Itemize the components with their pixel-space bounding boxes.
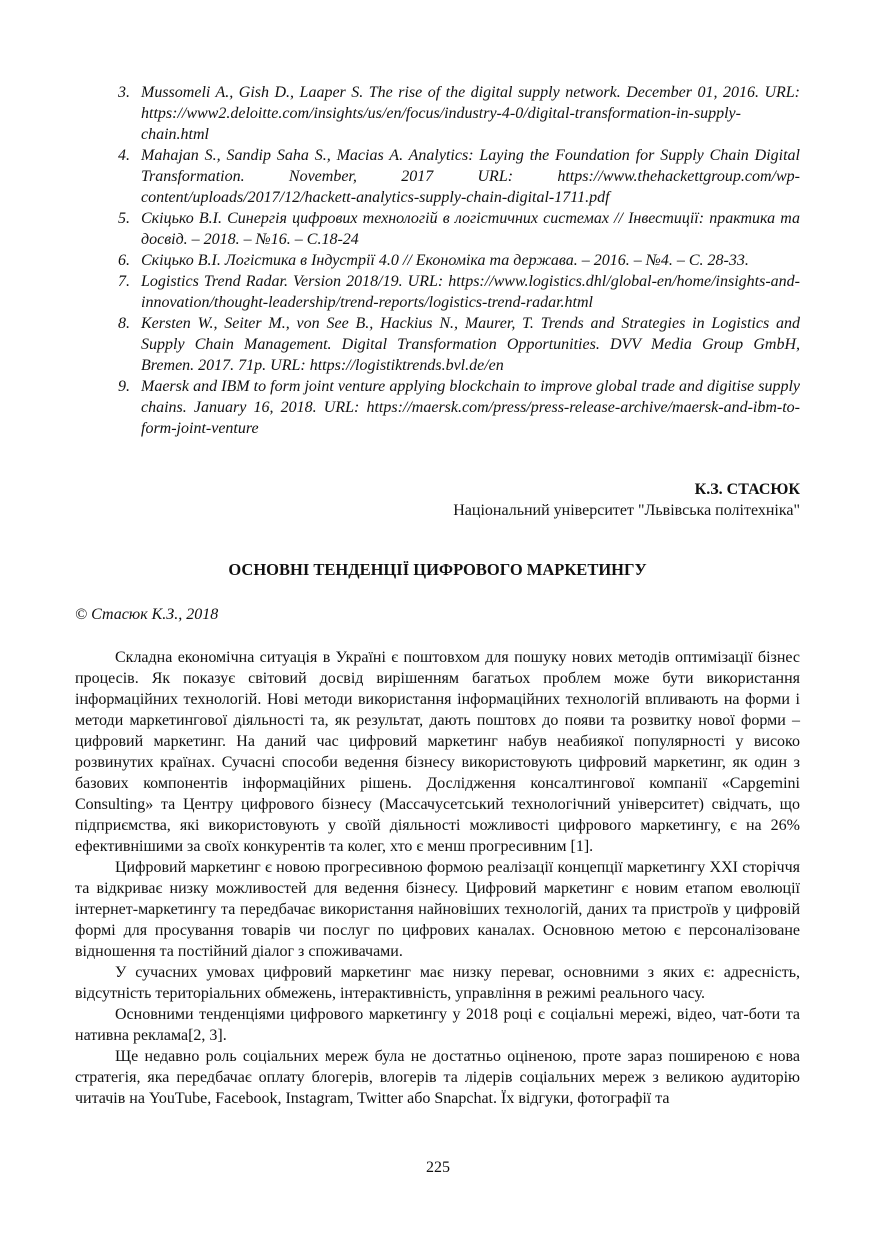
reference-text: Logistics Trend Radar. Version 2018/19. URL: https://www.logistics.dhl/global-en/home/insights-and-innovation/thought-leadership/trend-reports/logistics-trend-radar.html — [141, 273, 800, 311]
reference-text: Mahajan S., Sandip Saha S., Macias A. Analytics: Laying the Foundation for Supply Chain Digital Transformation. November, 2017 URL: https://www.thehackettgroup.com/wp-content/uploads/2017/12/hackett-analytics-supply-chain-digital-1711.pdf — [141, 147, 800, 206]
reference-number: 7. — [118, 273, 130, 290]
reference-number: 6. — [118, 252, 130, 269]
body-paragraph: Цифровий маркетинг є новою прогресивною формою реалізації концепції маркетингу XXI сторіччя та відкриває низку можливостей для ведення бізнесу. Цифровий маркетинг є новим етапом еволюції інтернет-маркетингу та передбачає використання найновіших технологій, даних та пристроїв у цифровій формі для просування товарів чи послуг по цифрових каналах. Основною метою є персоналізоване відношення та постійний діалог з споживачами. — [75, 859, 800, 960]
reference-item — [118, 208, 800, 250]
reference-text: Maersk and IBM to form joint venture applying blockchain to improve global trade and digitise supply chains. January 16, 2018. URL: https://maersk.com/press/press-release-archive/maersk-and-ibm-to-form-joint-venture — [141, 378, 800, 437]
reference-item — [118, 82, 800, 145]
body-paragraph: Основними тенденціями цифрового маркетингу у 2018 році є соціальні мережі, відео, чат-боти та нативна реклама[2, 3]. — [75, 1006, 800, 1044]
reference-text: Kersten W., Seiter M., von See B., Hackius N., Maurer, T. Trends and Strategies in Logistics and Supply Chain Management. Digital Transformation Opportunities. DVV Media Group GmbH, Bremen. 2017. 71p. URL: https://logistiktrends.bvl.de/en — [141, 315, 800, 374]
reference-text: Скіцько В.І. Синергія цифрових технологій в логістичних системах // Інвестиції: практика та досвід. – 2018. – №16. – С.18-24 — [141, 210, 800, 248]
reference-text: Mussomeli A., Gish D., Laaper S. The rise of the digital supply network. December 01, 2016. URL: https://www2.deloitte.com/insights/us/en/focus/industry-4-0/digital-transformation-in-supply-chain.html — [141, 84, 800, 143]
body-paragraph: Ще недавно роль соціальних мереж була не достатньо оціненою, проте зараз поширеною є нова стратегія, яка передбачає оплату блогерів, влогерів та лідерів соціальних мереж з великою аудиторію читачів на YouTube, Facebook, Instagram, Twitter або Snapchat. Їх відгуки, фотографії та — [75, 1048, 800, 1107]
body-paragraph: У сучасних умовах цифровий маркетинг має низку переваг, основними з яких є: адресність, відсутність територіальних обмежень, інтерактивність, управління в режимі реального часу. — [75, 964, 800, 1002]
reference-number: 5. — [118, 210, 130, 227]
author-affiliation: Національний університет "Львівська політехніка" — [453, 502, 800, 519]
reference-item — [118, 250, 800, 271]
reference-item — [118, 271, 800, 313]
reference-text: Скіцько В.І. Логістика в Індустрії 4.0 // Економіка та держава. – 2016. – №4. – С. 28-33. — [141, 252, 749, 269]
reference-number: 9. — [118, 378, 130, 395]
reference-number: 3. — [118, 84, 130, 101]
copyright-line: © Стасюк К.З., 2018 — [75, 606, 219, 623]
author-name: К.З. СТАСЮК — [694, 481, 800, 498]
references-list — [118, 82, 800, 439]
author-block — [75, 479, 800, 521]
page-number: 225 — [426, 1159, 450, 1176]
paper-title: ОСНОВНІ ТЕНДЕНЦІЇ ЦИФРОВОГО МАРКЕТИНГУ — [228, 560, 647, 579]
reference-item — [118, 313, 800, 376]
article-body — [75, 647, 800, 1109]
body-paragraph: Складна економічна ситуація в Україні є поштовхом для пошуку нових методів оптимізації бізнес процесів. Як показує світовий досвід вирішенням багатьох проблем може бути використання інформаційних технологій. Нові методи використання інформаційних технологій впливають на форми і методи маркетингової діяльності та, як результат, дають поштовх до появи та розвитку нової форми – цифровий маркетинг. На даний час цифровий маркетинг набув неабиякої популярності у високо розвинутих країнах. Сучасні способи ведення бізнесу використовують цифровий маркетинг, як один з базових компонентів інформаційних рішень. Дослідження консалтингової компанії «Capgemini Consulting» та Центру цифрового бізнесу (Массачусетський технологічний університет) свідчать, що підприємства, які використовують у своїй діяльності можливості цифрового маркетингу, є на 26% ефективнішими за своїх конкурентів та колег, хто є менш прогресивним [1]. — [75, 649, 800, 855]
reference-item — [118, 376, 800, 439]
reference-item — [118, 145, 800, 208]
reference-number: 4. — [118, 147, 130, 164]
reference-number: 8. — [118, 315, 130, 332]
